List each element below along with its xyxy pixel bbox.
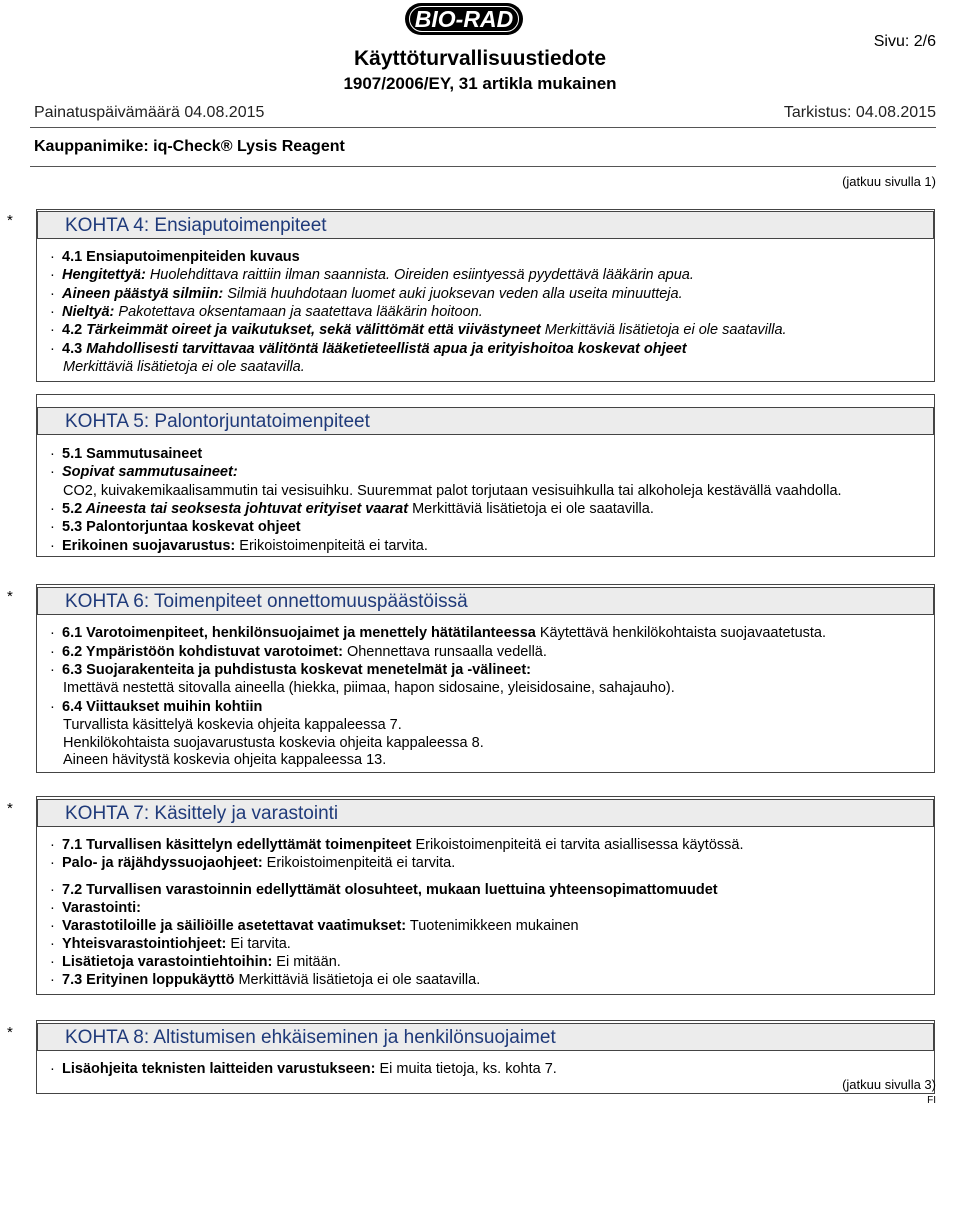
section-6-line: Imettävä nestettä sitovalla aineella (hiekka, piimaa, hapon sidosaine, yleisidosaine, sahajauho). [63,680,675,696]
page-number: Sivu: 2/6 [873,33,936,50]
language-code: FI [927,1095,936,1106]
document-subtitle: 1907/2006/EY, 31 artikla mukainen [343,74,617,93]
section-4-line: · Aineen päästyä silmiin: Silmiä huuhdotaan luomet auki juoksevan veden alla useita minuutteja. [50,286,683,302]
product-name: Kauppanimike: iq-Check® Lysis Reagent [34,138,345,155]
continued-on: (jatkuu sivulla 3) [842,1077,936,1092]
section-4-line: · Nieltyä: Pakotettava oksentamaan ja saatettava lääkärin hoitoon. [50,304,483,320]
section-5-line: · Sopivat sammutusaineet: [50,464,238,480]
section-5-line: · 5.2 Aineesta tai seoksesta johtuvat erityiset vaarat Merkittäviä lisätietoja ei ole saatavilla. [50,501,654,517]
section-5-line: · 5.3 Palontorjuntaa koskevat ohjeet [50,519,301,535]
section-5-heading: KOHTA 5: Palontorjuntatoimenpiteet [37,407,934,435]
section-6-line: Aineen hävitystä koskevia ohjeita kappaleessa 13. [63,752,387,768]
section-7-line: · Varastotiloille ja säiliöille asetettavat vaatimukset: Tuotenimikkeen mukainen [50,918,579,934]
section-4-line: · 4.2 Tärkeimmät oireet ja vaikutukset, sekä välittömät että viivästyneet Merkittäviä lisätietoja ei ole saatavilla. [50,322,787,338]
section-5-line: · Erikoinen suojavarustus: Erikoistoimenpiteitä ei tarvita. [50,538,428,554]
continued-from: (jatkuu sivulla 1) [842,174,936,189]
section-5-line: CO2, kuivakemikaalisammutin tai vesisuihku. Suuremmat palot torjutaan vesisuihkulla tai alkoholeja kestävällä vaahdolla. [63,483,842,499]
product-divider [30,166,936,167]
section-7-line: · 7.2 Turvallisen varastoinnin edellyttämät olosuhteet, mukaan luettuina yhteensopimattomuudet [50,882,718,898]
section-6-line: Henkilökohtaista suojavarustusta koskevia ohjeita kappaleessa 8. [63,735,484,751]
section-4-line: · 4.1 Ensiaputoimenpiteiden kuvaus [50,249,300,265]
section-7-line: · Varastointi: [50,900,141,916]
revision-marker: * [7,1024,13,1041]
section-4-line: · 4.3 Mahdollisesti tarvittavaa välitöntä lääketieteellistä apua ja erityishoitoa koskevat ohjeet [50,341,687,357]
section-8-heading: KOHTA 8: Altistumisen ehkäiseminen ja henkilönsuojaimet [37,1023,934,1051]
section-7-line: · 7.3 Erityinen loppukäyttö Merkittäviä lisätietoja ei ole saatavilla. [50,972,481,988]
section-7-line: · Yhteisvarastointiohjeet: Ei tarvita. [50,936,291,952]
section-6-line: Turvallista käsittelyä koskevia ohjeita kappaleessa 7. [63,717,402,733]
section-4-line: Merkittäviä lisätietoja ei ole saatavilla. [63,359,305,375]
section-7-line: · Lisätietoja varastointiehtoihin: Ei mitään. [50,954,341,970]
header-divider [30,127,936,128]
section-6-line: · 6.3 Suojarakenteita ja puhdistusta koskevat menetelmät ja -välineet: [50,662,532,678]
section-5-line: · 5.1 Sammutusaineet [50,446,203,462]
print-date: Painatuspäivämäärä 04.08.2015 [34,104,265,121]
section-6-line: · 6.1 Varotoimenpiteet, henkilönsuojaimet ja menettely hätätilanteessa Käytettävä henkilökohtaista suojavaatetusta. [50,625,827,641]
section-6-line: · 6.2 Ympäristöön kohdistuvat varotoimet: Ohennettava runsaalla vedellä. [50,644,547,660]
section-7-heading: KOHTA 7: Käsittely ja varastointi [37,799,934,827]
section-6-heading: KOHTA 6: Toimenpiteet onnettomuuspäästöissä [37,587,934,615]
section-4-heading: KOHTA 4: Ensiaputoimenpiteet [37,211,934,239]
section-7-line: · Palo- ja räjähdyssuojaohjeet: Erikoistoimenpiteitä ei tarvita. [50,855,456,871]
section-7-line: · 7.1 Turvallisen käsittelyn edellyttämät toimenpiteet Erikoistoimenpiteitä ei tarvita asiallisessa käytössä. [50,837,744,853]
bio-rad-logo: BIO-RAD [405,3,523,35]
section-6-line: · 6.4 Viittaukset muihin kohtiin [50,699,263,715]
section-8-line: · Lisäohjeita teknisten laitteiden varustukseen: Ei muita tietoja, ks. kohta 7. [50,1061,557,1077]
revision-marker: * [7,212,13,229]
section-4-line: · Hengitettyä: Huolehdittava raittiin ilman saannista. Oireiden esiintyessä pyydettävä lääkärin apua. [50,267,694,283]
document-title: Käyttöturvallisuustiedote [353,47,607,70]
revision-date: Tarkistus: 04.08.2015 [783,104,936,121]
revision-marker: * [7,800,13,817]
revision-marker: * [7,588,13,605]
